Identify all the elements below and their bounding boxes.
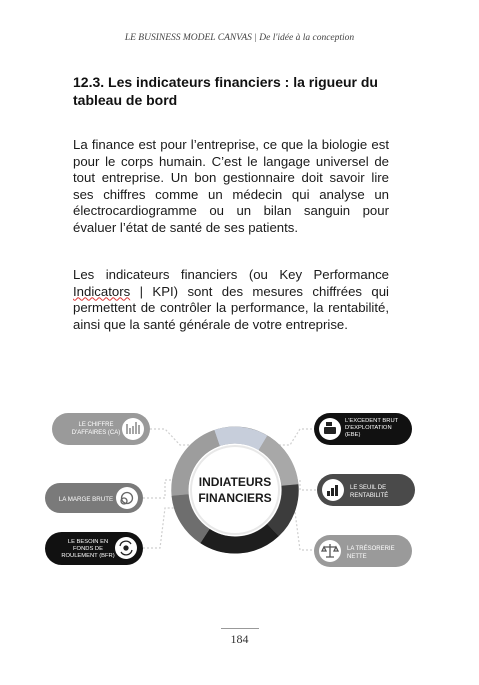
indicator-bfr <box>45 532 143 565</box>
indicator-label: ROULEMENT (BFR) <box>61 553 115 559</box>
paragraph-kpi-start: Les indicateurs financiers (ou Key Performance <box>73 267 389 282</box>
indicator-label: LA MARGE BRUTE <box>58 496 114 503</box>
indicator-marge-brute <box>45 483 143 513</box>
indicator-tresorerie-nette <box>314 535 412 567</box>
running-header: LE BUSINESS MODEL CANVAS | De l'idée à la conception <box>124 33 355 43</box>
indicator-seuil-rentabilite <box>317 474 415 506</box>
indicator-label: LE CHIFFRE <box>78 422 114 428</box>
indicator-label: D'EXPLOITATION <box>345 425 392 431</box>
indicator-label: RENTABILITÉ <box>350 493 389 499</box>
indicator-label: L'EXCEDENT BRUT <box>345 418 399 424</box>
paragraph-intro: La finance est pour l’entreprise, ce que la biologie est pour le corps humain. C’est le langage universel de tout entreprise. Un bon gestionnaire doit savoir lire ses chiffres comme un médecin qui analyse un électrocardiogramme ou un bilan sanguin pour évaluer l’état de santé de ses patients. <box>73 137 389 235</box>
ring-title-line1: INDIATEURS <box>198 475 272 489</box>
indicator-label: D'AFFAIRES (CA) <box>71 430 121 436</box>
indicator-label: (EBE) <box>345 432 361 438</box>
ring-title-line2: FINANCIERS <box>198 491 272 505</box>
page-number: 184 <box>230 632 249 646</box>
section-title: 12.3. Les indicateurs financiers : la rigueur du tableau de bord <box>73 74 378 108</box>
footer-rule <box>221 628 259 629</box>
financial-indicators-diagram <box>0 400 479 580</box>
indicator-label: NETTE <box>347 554 367 560</box>
indicator-label: LE BESOIN EN <box>67 539 109 545</box>
paragraph-kpi-end: | KPI) sont des mesures chiffrées qui permettent de contrôler la performance, la rentabilité, ainsi que la santé générale de votre entreprise. <box>73 283 389 332</box>
indicator-label: LA TRÉSORERIE <box>347 546 395 552</box>
indicator-ebe <box>314 413 412 445</box>
indicator-label: LE SEUIL DE <box>350 485 387 491</box>
indicator-chiffre-affaires <box>52 413 150 445</box>
indicator-label: FONDS DE <box>73 546 103 552</box>
indicator-ring <box>180 435 290 545</box>
spellcheck-underlined-word: Indicators <box>73 283 131 299</box>
paragraph-kpi <box>73 267 389 333</box>
